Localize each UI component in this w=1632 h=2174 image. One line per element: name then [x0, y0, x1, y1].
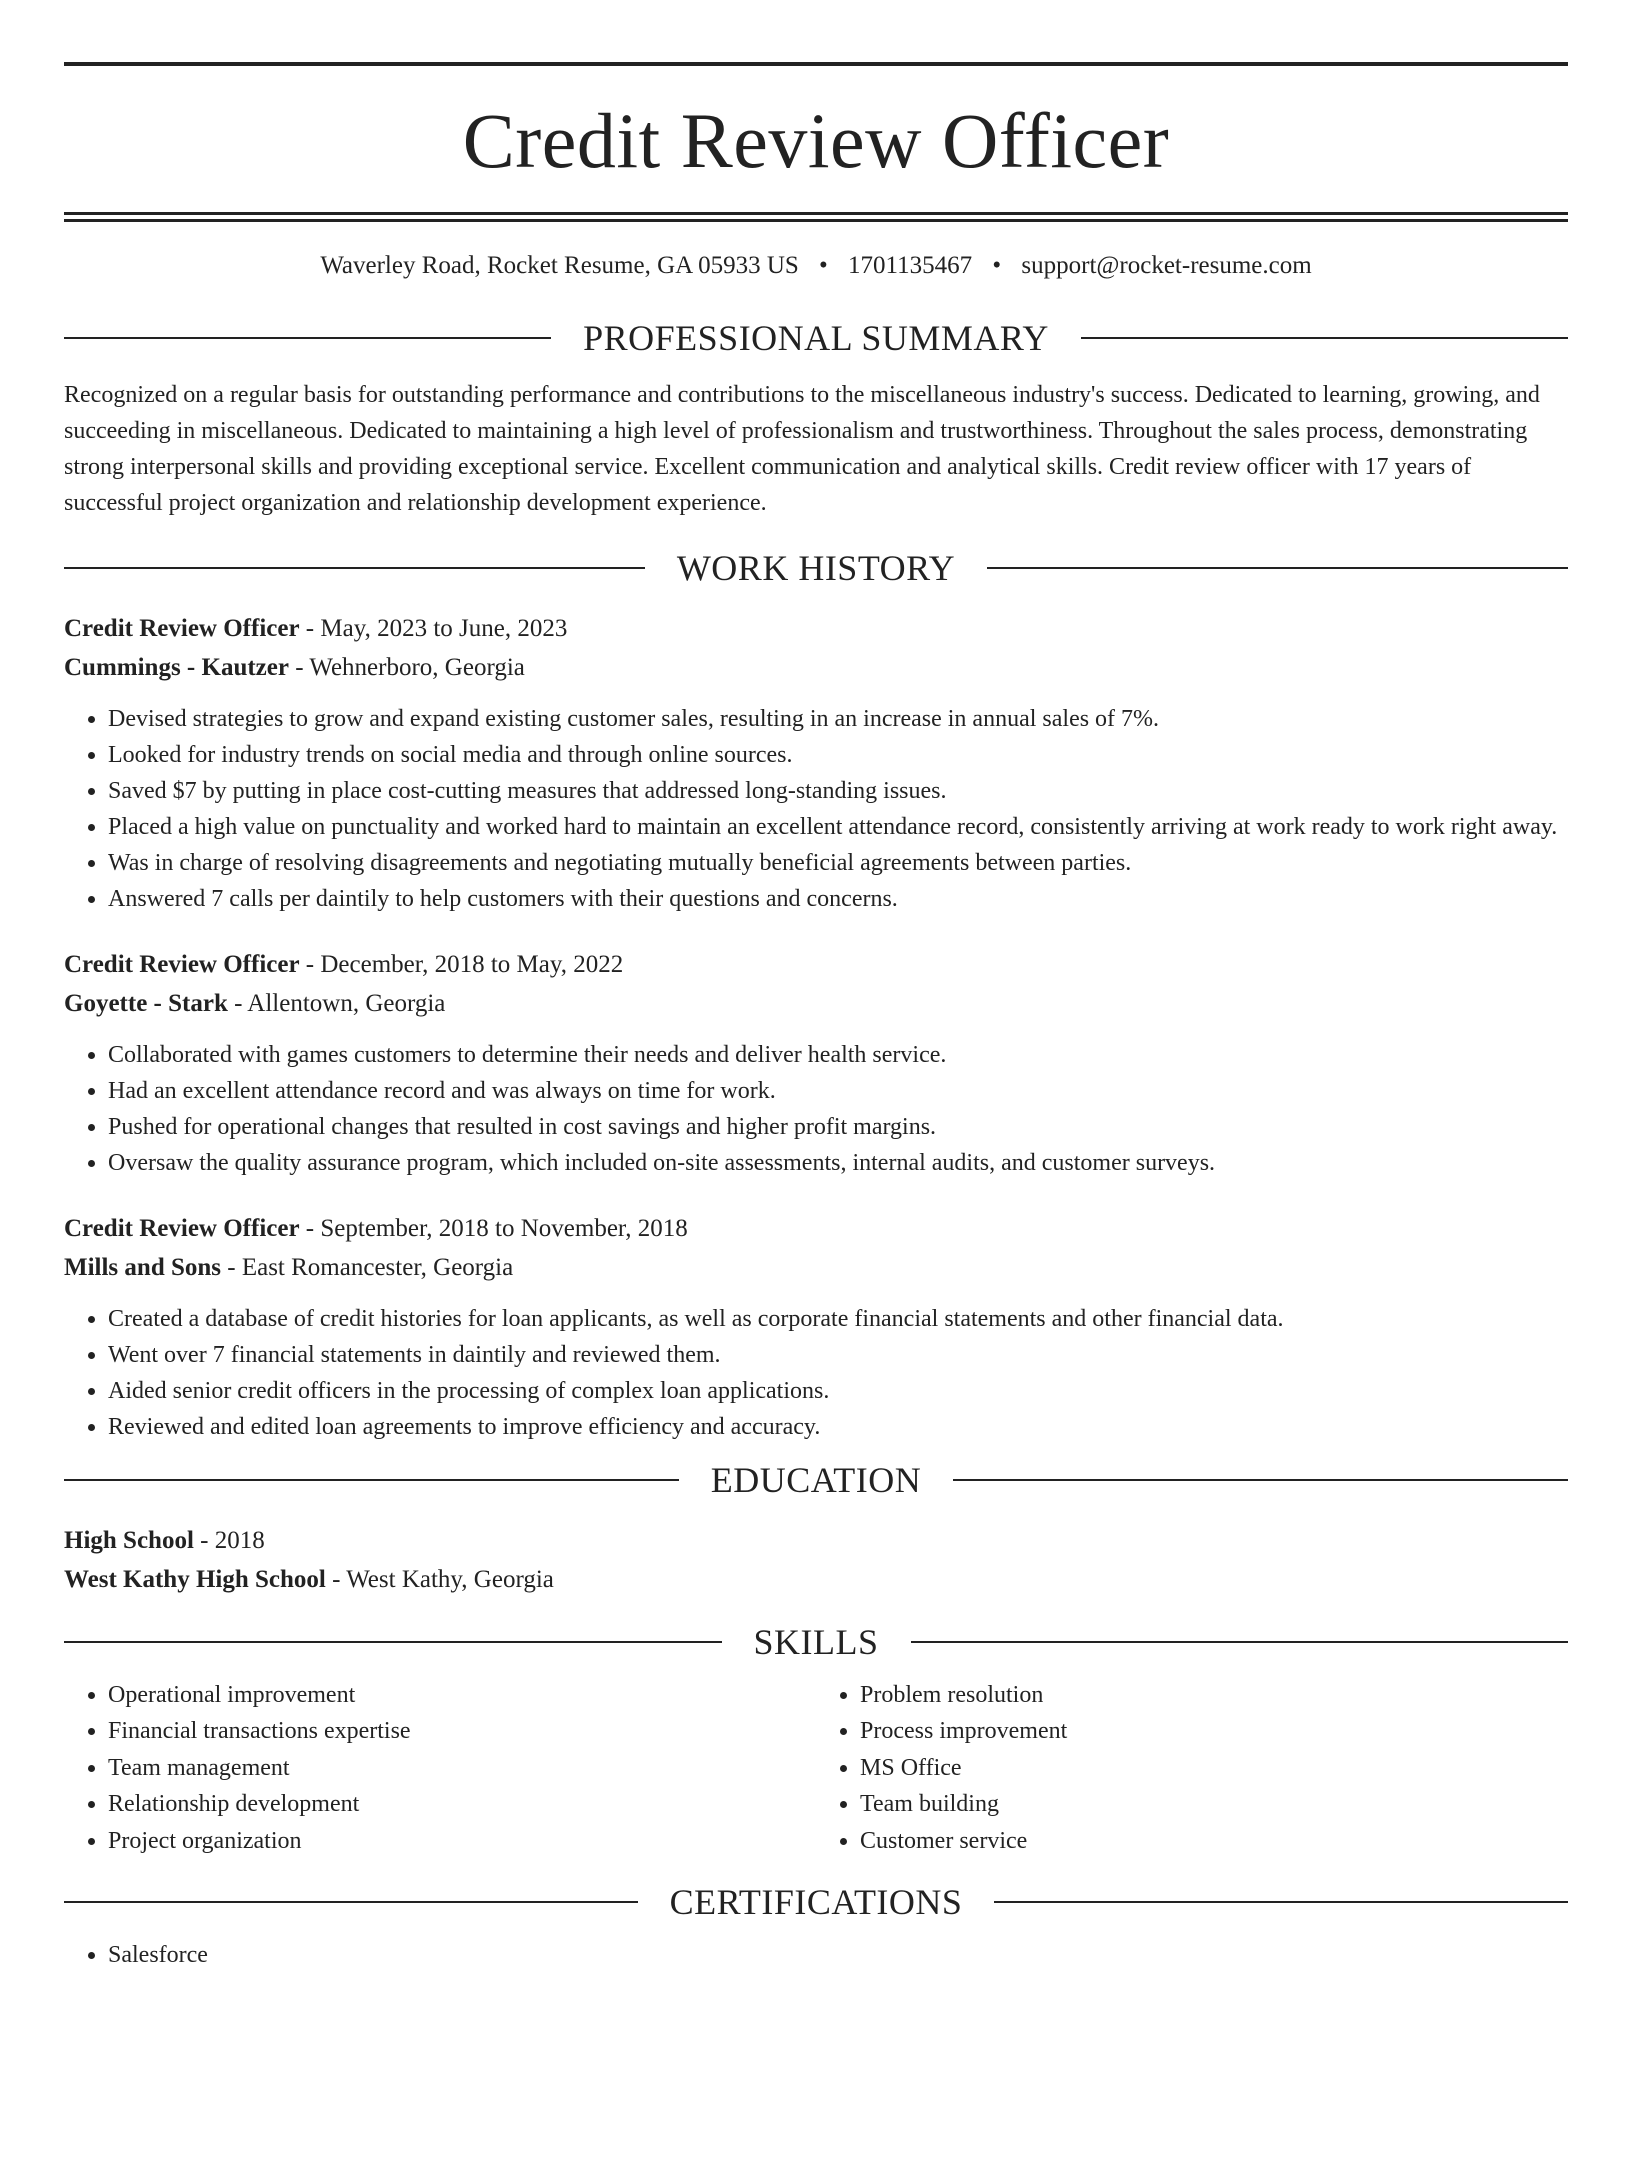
education-year: - 2018: [193, 1526, 265, 1554]
heading-rule-left: [64, 337, 551, 339]
work-history-heading-label: WORK HISTORY: [676, 547, 956, 588]
job-entry: [64, 1209, 1568, 1445]
certification-item: • Salesforce: [108, 1937, 1568, 1973]
job-bullets: [64, 1037, 1568, 1181]
education-school-line: [64, 1560, 1568, 1599]
job-location: - Allentown, Georgia: [227, 989, 446, 1017]
job-bullet: • Reviewed and edited loan agreements to improve efficiency and accuracy.: [108, 1409, 1568, 1445]
job-location: - East Romancester, Georgia: [221, 1253, 514, 1281]
skills-right-list: [816, 1677, 1568, 1860]
job-bullet: • Answered 7 calls per daintily to help customers with their questions and concerns.: [108, 881, 1568, 917]
heading-rule-right: [1081, 337, 1568, 339]
job-bullet: • Went over 7 financial statements in daintily and reviewed them.: [108, 1337, 1568, 1373]
contact-separator: •: [992, 252, 1002, 279]
education-heading: [64, 1459, 1568, 1501]
heading-rule-left: [64, 1641, 722, 1643]
job-bullet: • Devised strategies to grow and expand existing customer sales, resulting in an increase in annual sales of 7%.: [108, 701, 1568, 737]
job-bullet: • Created a database of credit histories for loan applicants, as well as corporate financial statements and other financial data.: [108, 1301, 1568, 1337]
job-bullet: • Pushed for operational changes that resulted in cost savings and higher profit margins.: [108, 1109, 1568, 1145]
skill-item: • Operational improvement: [108, 1677, 816, 1714]
job-title: Credit Review Officer: [64, 950, 300, 978]
skill-item: • Process improvement: [860, 1713, 1568, 1750]
education-heading-label: EDUCATION: [710, 1459, 922, 1500]
heading-rule-right: [994, 1901, 1568, 1903]
skill-item: • MS Office: [860, 1750, 1568, 1787]
skill-item: • Financial transactions expertise: [108, 1713, 816, 1750]
job-company-line: [64, 1248, 1568, 1287]
skill-item: • Problem resolution: [860, 1677, 1568, 1714]
job-dates: - September, 2018 to November, 2018: [299, 1214, 688, 1242]
skill-item: • Team building: [860, 1786, 1568, 1823]
job-bullet: • Saved $7 by putting in place cost-cutting measures that addressed long-standing issues.: [108, 773, 1568, 809]
job-bullet: • Placed a high value on punctuality and worked hard to maintain an excellent attendance record, consistently arriving at work ready to work right away.: [108, 809, 1568, 845]
contact-separator: •: [819, 252, 828, 279]
contact-address: Waverley Road, Rocket Resume, GA 05933 US: [320, 252, 799, 279]
job-company: Mills and Sons: [64, 1253, 222, 1281]
certifications-heading: [64, 1881, 1568, 1923]
education-degree-line: [64, 1521, 1568, 1560]
education-entry: [64, 1521, 1568, 1599]
job-title-line: [64, 1209, 1568, 1248]
job-company-line: [64, 984, 1568, 1023]
job-company-line: [64, 648, 1568, 687]
skill-item: • Team management: [108, 1750, 816, 1787]
skill-item: • Project organization: [108, 1823, 816, 1860]
job-bullets: [64, 1301, 1568, 1445]
job-bullet: • Looked for industry trends on social media and through online sources.: [108, 737, 1568, 773]
job-bullet: • Collaborated with games customers to determine their needs and deliver health service.: [108, 1037, 1568, 1073]
jobs-list: [64, 609, 1568, 1445]
work-history-heading: [64, 547, 1568, 589]
summary-text: Recognized on a regular basis for outstanding performance and contributions to the miscellaneous industry's success. Dedicated to learning, growing, and succeeding in miscellaneous. Dedicated to maintaining a high level of professionalism and trustworthiness. Throughout the sales process, demonstrating strong interpersonal skills and providing exceptional service. Excellent communication and analytical skills. Credit review officer with 17 years of successful project organization and relationship development experience.: [64, 381, 1540, 516]
certifications-list: [64, 1937, 1568, 1973]
summary-heading: [64, 317, 1568, 359]
heading-rule-right: [953, 1479, 1568, 1481]
contact-phone: 1701135467: [848, 252, 973, 279]
title-double-rule: [64, 212, 1568, 222]
job-company: Goyette - Stark: [64, 989, 228, 1017]
job-title: Credit Review Officer: [64, 614, 300, 642]
education-school: West Kathy High School: [64, 1565, 326, 1593]
job-dates: - December, 2018 to May, 2022: [299, 950, 624, 978]
contact-line: [64, 250, 1568, 283]
resume-page: [0, 62, 1632, 2174]
certifications-heading-label: CERTIFICATIONS: [669, 1882, 963, 1922]
education-degree: High School: [64, 1526, 194, 1554]
resume-title: Credit Review Officer: [462, 97, 1170, 184]
heading-rule-right: [987, 567, 1568, 569]
job-entry: [64, 609, 1568, 917]
skill-item: • Relationship development: [108, 1786, 816, 1823]
skills-heading: [64, 1621, 1568, 1663]
job-company: Cummings - Kautzer: [64, 653, 289, 681]
contact-email: support@rocket-resume.com: [1021, 252, 1312, 279]
skill-item: • Customer service: [860, 1823, 1568, 1860]
job-title-line: [64, 609, 1568, 648]
job-title-line: [64, 945, 1568, 984]
skills-left-list: [64, 1677, 816, 1860]
summary-heading-label: PROFESSIONAL SUMMARY: [583, 317, 1049, 358]
job-location: - Wehnerboro, Georgia: [288, 653, 525, 681]
heading-rule-left: [64, 1901, 638, 1903]
job-bullets: [64, 701, 1568, 917]
job-bullet: • Oversaw the quality assurance program, which included on-site assessments, internal audits, and customer surveys.: [108, 1145, 1568, 1181]
skills-heading-label: SKILLS: [753, 1621, 879, 1662]
job-dates: - May, 2023 to June, 2023: [299, 614, 568, 642]
heading-rule-left: [64, 1479, 679, 1481]
heading-rule-right: [911, 1641, 1569, 1643]
job-entry: [64, 945, 1568, 1181]
skills-columns: [64, 1677, 1568, 1860]
job-title: Credit Review Officer: [64, 1214, 300, 1242]
job-bullet: • Was in charge of resolving disagreements and negotiating mutually beneficial agreements between parties.: [108, 845, 1568, 881]
job-bullet: • Aided senior credit officers in the processing of complex loan applications.: [108, 1373, 1568, 1409]
education-location: - West Kathy, Georgia: [325, 1565, 554, 1593]
heading-rule-left: [64, 567, 645, 569]
top-rule: [64, 62, 1568, 66]
job-bullet: • Had an excellent attendance record and was always on time for work.: [108, 1073, 1568, 1109]
